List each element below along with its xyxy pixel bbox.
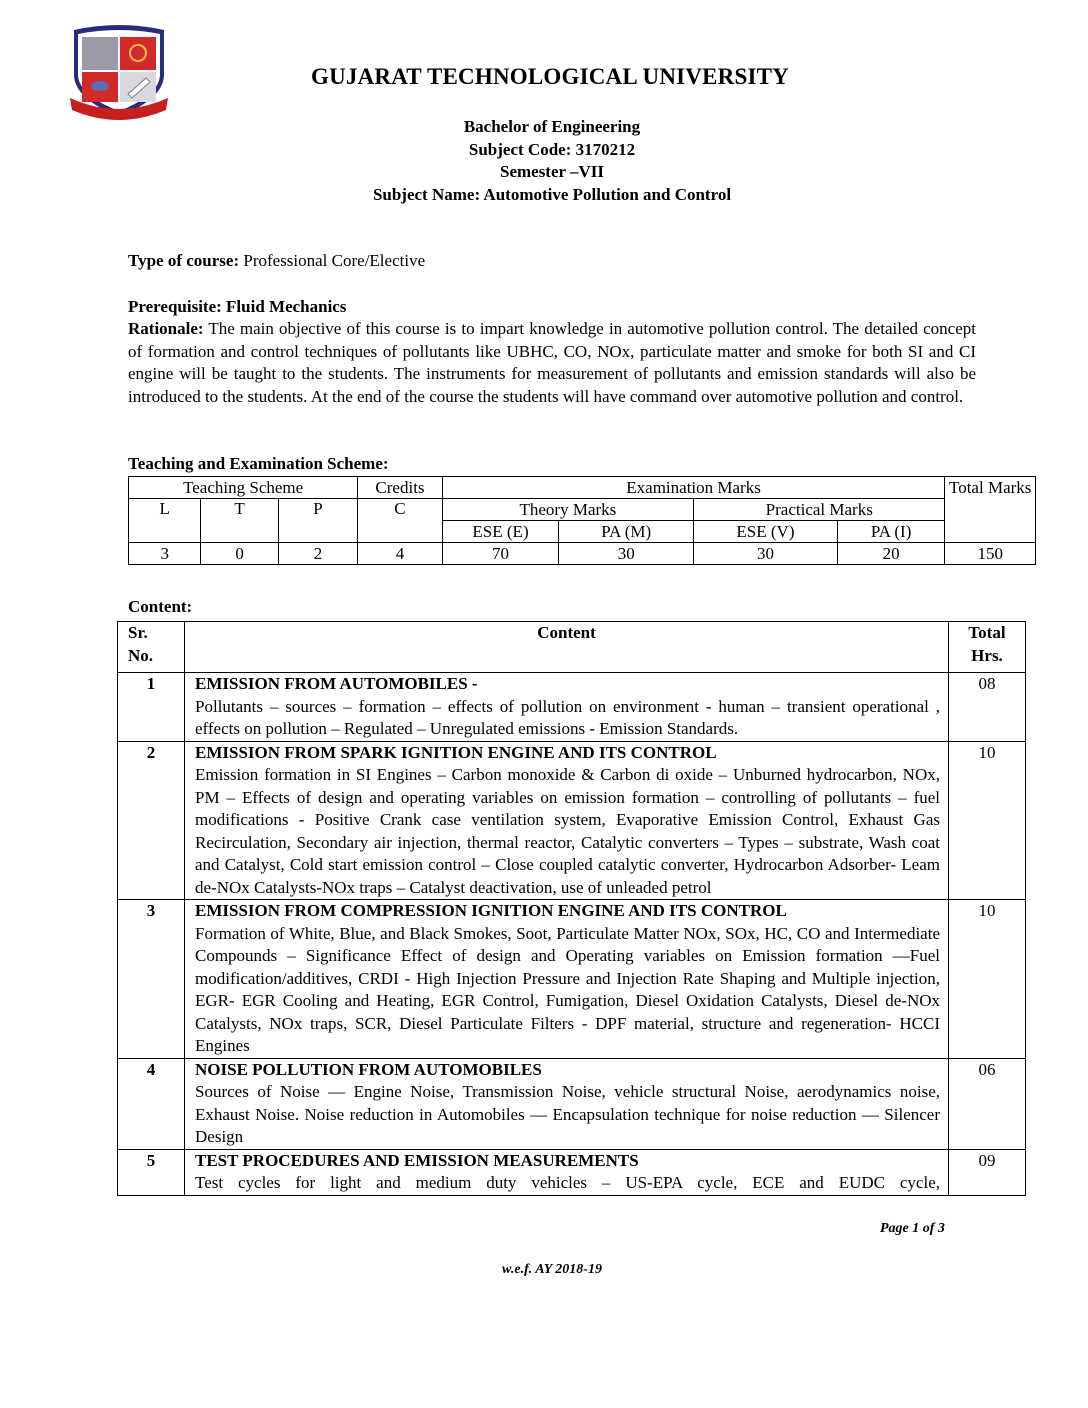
header-ese-v: ESE (V) [694,521,838,543]
effective-year: w.e.f. AY 2018-19 [502,1262,602,1277]
type-of-course [128,250,976,273]
row-hours: 10 [949,741,1026,900]
subject-header [0,116,1088,206]
content-header-row [118,622,1026,673]
header-total-hrs [949,622,1026,673]
subject-name: Subject Name: Automotive Pollution and Control [372,184,732,204]
rationale-text: The main objective of this course is to impart knowledge in automotive pollution control. The detailed concept of formation and control techniques of pollutants like UBHC, CO, NOx, particulate matter and smoke for both SI and CI engine will be taught to the students. The instruments for measurement of pollutants and emission standards will also be introduced to the students. At the end of the course the students will have command over automotive pollution and control. [128,319,976,406]
row-sr: 2 [118,741,185,900]
row-sr: 3 [118,900,185,1059]
scheme-title: Teaching and Examination Scheme: [128,454,389,473]
value-p: 2 [278,543,357,565]
table-row [118,1058,1026,1149]
header-practical-marks: Practical Marks [694,499,945,521]
header-sr-no-label: Sr. No. [128,623,154,665]
header-teaching-scheme: Teaching Scheme [129,477,358,499]
row-content [185,673,949,742]
header-total-marks: Total Marks [945,477,1036,543]
row-content [185,1149,949,1195]
row-topic: TEST PROCEDURES AND EMISSION MEASUREMENTS [195,1150,639,1170]
row-text: Emission formation in SI Engines – Carbon monoxide & Carbon di oxide – Unburned hydrocarbon, NOx, PM – Effects of design and operating variables on emission formation – controlling of pollutants – fuel modifications - Positive Crank case ventilation system, Evaporative Emission Control, Exhaust Gas Recirculation, Secondary air injection, thermal reactor, Catalytic converters – Types – substrate, Wash coat and Catalyst, Cold start emission control – Close coupled catalytic converter, Hydrocarbon Adsorber- Leam de-NOx Catalysts-NOx traps – Catalyst deactivation, use of unleaded petrol [195,765,940,897]
rationale-label: Rationale: [128,319,204,338]
content-title: Content: [128,597,193,616]
value-c: 4 [358,543,442,565]
value-l: 3 [129,543,201,565]
header-pa-m: PA (M) [559,521,694,543]
content-table [117,621,1026,1196]
header-l: L [129,499,201,543]
row-text: Pollutants – sources – formation – effects of pollution on environment - human – transient operational , effects on pollution – Regulated – Unregulated emissions - Emission Standards. [195,696,940,738]
value-ese-e: 70 [442,543,559,565]
table-row [118,1149,1026,1195]
row-hours: 09 [949,1149,1026,1195]
header-sr-no [118,622,185,673]
row-sr: 1 [118,673,185,742]
header-c: C [358,499,442,543]
row-hours: 08 [949,673,1026,742]
row-hours: 10 [949,900,1026,1059]
degree: Bachelor of Engineering [463,117,641,136]
prerequisite: Prerequisite: Fluid Mechanics [128,297,347,316]
header-t: T [201,499,278,543]
header-ese-e: ESE (E) [442,521,559,543]
value-total: 150 [945,543,1036,565]
row-content [185,741,949,900]
row-text: Sources of Noise — Engine Noise, Transmission Noise, vehicle structural Noise, aerodynamics noise, Exhaust Noise. Noise reduction in Automobiles — Encapsulation technique for noise reduction — Silencer Design [195,1082,940,1146]
row-hours: 06 [949,1058,1026,1149]
value-ese-v: 30 [694,543,838,565]
table-row [118,741,1026,900]
row-topic: EMISSION FROM COMPRESSION IGNITION ENGINE AND ITS CONTROL [195,901,787,920]
teaching-exam-scheme-table [128,476,1036,565]
header-credits: Credits [358,477,442,499]
type-of-course-value: Professional Core/Elective [239,251,426,270]
row-topic: EMISSION FROM SPARK IGNITION ENGINE AND ITS CONTROL [195,742,717,762]
table-row [118,673,1026,742]
value-pa-i: 20 [837,543,945,565]
type-of-course-label: Type of course: [128,251,240,270]
row-topic: EMISSION FROM AUTOMOBILES - [195,674,478,693]
semester: Semester –VII [499,162,605,181]
subject-code: Subject Code: 3170212 [468,139,636,159]
row-sr: 4 [118,1058,185,1149]
row-text: Formation of White, Blue, and Black Smokes, Soot, Particulate Matter NOx, SOx, HC, CO and Intermediate Compounds – Significance Effect of design and Operating variables on Emission formation —Fuel modification/additives, CRDI - High Injection Pressure and Injection Rate Shaping and Multiple injection, EGR- EGR Cooling and Heating, EGR Control, Fumigation, Diesel Oxidation Catalysts, Diesel de-NOx Catalysts, NOx traps, SCR, Diesel Particulate Filters - DPF material, structure and regeneration- HCCI Engines [195,923,940,1055]
value-pa-m: 30 [559,543,694,565]
rationale [128,318,976,408]
row-sr: 5 [118,1149,185,1195]
table-row [118,900,1026,1059]
header-theory-marks: Theory Marks [442,499,693,521]
header-content: Content [185,622,949,673]
page-number: Page 1 of 3 [880,1221,945,1236]
university-title: GUJARAT TECHNOLOGICAL UNIVERSITY [310,64,789,89]
value-t: 0 [201,543,278,565]
row-content [185,900,949,1059]
header-pa-i: PA (I) [837,521,945,543]
row-topic: NOISE POLLUTION FROM AUTOMOBILES [195,1059,542,1079]
row-text: Test cycles for light and medium duty vehicles – US-EPA cycle, ECE and EUDC cycle, [195,1173,940,1192]
header-p: P [278,499,357,543]
row-content [185,1058,949,1149]
header-examination-marks: Examination Marks [442,477,945,499]
header-total-hrs-label: Total Hrs. [968,623,1006,665]
